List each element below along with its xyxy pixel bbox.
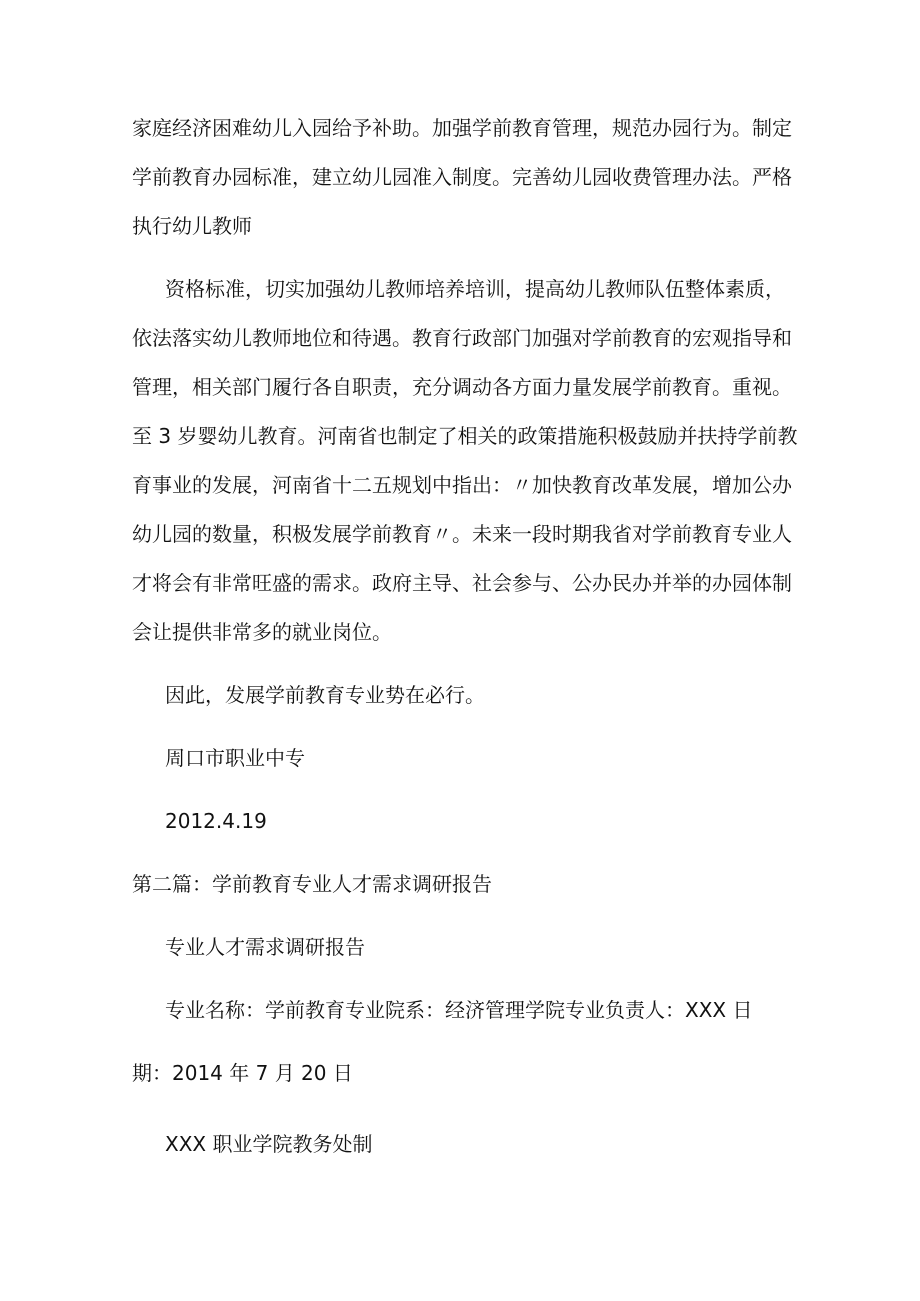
signature-date: 2012.4.19 (165, 809, 267, 833)
paragraph-line: 管理，相关部门履行各自职责，充分调动各方面力量发展学前教育。重视。 (132, 375, 792, 399)
spacer (132, 1035, 804, 1049)
spacer (132, 1098, 804, 1120)
spacer (132, 909, 804, 923)
paragraph-line: 至 3 岁婴幼儿教育。河南省也制定了相关的政策措施积极鼓励并扶持学前教 (132, 424, 798, 448)
paragraph-line: 家庭经济困难幼儿入园给予补助。加强学前教育管理，规范办园行为。制定 (132, 116, 792, 140)
report-info-line: 期：2014 年 7 月 20 日 (132, 1061, 353, 1085)
paragraph-line: 育事业的发展，河南省十二五规划中指出：〃加快教育改革发展，增加公办 (132, 473, 792, 497)
conclusion-text: 因此，发展学前教育专业势在必行。 (165, 683, 485, 707)
document-body (132, 104, 804, 1169)
spacer (132, 846, 804, 860)
paragraph-line: 学前教育办园标准，建立幼儿园准入制度。完善幼儿园收费管理办法。严格 (132, 165, 792, 189)
section-heading: 第二篇：学前教育专业人才需求调研报告 (132, 872, 492, 896)
signature-organization: 周口市职业中专 (165, 746, 305, 770)
paragraph-2 (132, 265, 804, 657)
spacer (132, 972, 804, 986)
spacer (132, 720, 804, 734)
paragraph-line: 会让提供非常多的就业岗位。 (132, 620, 392, 644)
report-issuer: XXX 职业学院教务处制 (165, 1132, 373, 1156)
paragraph-line: 才将会有非常旺盛的需求。政府主导、社会参与、公办民办并举的办园体制 (132, 571, 792, 595)
report-subtitle: 专业人才需求调研报告 (165, 935, 365, 959)
report-info-line: 专业名称：学前教育专业院系：经济管理学院专业负责人：XXX 日 (165, 998, 753, 1022)
paragraph-line: 资格标准，切实加强幼儿教师培养培训，提高幼儿教师队伍整体素质， (165, 277, 785, 301)
paragraph-line: 执行幼儿教师 (132, 214, 252, 238)
paragraph-1 (132, 104, 804, 251)
spacer (132, 251, 804, 265)
spacer (132, 657, 804, 671)
spacer (132, 783, 804, 797)
paragraph-line: 依法落实幼儿教师地位和待遇。教育行政部门加强对学前教育的宏观指导和 (132, 326, 792, 350)
paragraph-line: 幼儿园的数量，积极发展学前教育〃。未来一段时期我省对学前教育专业人 (132, 522, 792, 546)
